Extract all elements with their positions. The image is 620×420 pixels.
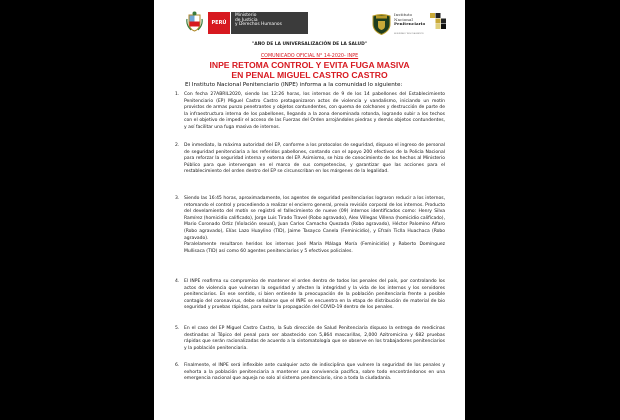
item-paragraph: Siendo las 16:45 horas, aproximadamente, los agentes de seguridad penitenciarios lograron reducir a los internos, retomando el control y procediendo a realizar el encierro general, previa revisión corporal de los internos. Producto del develamiento del motín se registró el fallecimiento de nueve (09) internos identificados como: Henry Silva Ramírez (homicidio calificado), Jorge Luis Tirado Travel (Robo agravado), Alex Villegas Villena (homicidio calificado), Mario Coronado Ortiz (Violación sexual), Juan Carlos Camacho Quezada (Robo agravado), Héctor Palomino Alfaro (Robo agravado), Elías Lazo Huaylino (TID), Jaime Tasayco Canela (Feminicidio), y Efraín Ticlla Huachaca (Robo agravado). bbox=[184, 196, 445, 241]
title-line: INPE RETOMA CONTROL Y EVITA FUGA MASIVA bbox=[209, 60, 410, 70]
ministry-line: de Justicia bbox=[235, 17, 258, 23]
inpe-squares-icon bbox=[430, 13, 446, 30]
communique-number: COMUNICADO OFICIAL N° 14-2020- INPE bbox=[260, 54, 359, 59]
year-slogan: "AÑO DE LA UNIVERSALIZACIÓN DE LA SALUD" bbox=[251, 42, 368, 47]
ministry-logo-block bbox=[231, 12, 308, 34]
ministry-line: y Derechos Humanos bbox=[235, 22, 282, 28]
item-number: 4. bbox=[175, 279, 180, 284]
inpe-logo-line: Instituto bbox=[394, 12, 413, 17]
ministry-line: Ministerio bbox=[235, 13, 257, 18]
item-paragraph: En el caso del EP Miguel Castro Castro, la Sub dirección de Salud Penitenciaria dispuso la entrega de medicinas destinadas al Tópico del penal para ser abastecido con 5,864 mascarillas, 2,000 Azitromicina y 682 pruebas rápidas que serán racionalizadas de acuerdo a la sintomatología que se observe en los trabajadores penitenciarios y la población penitenciaria. bbox=[184, 326, 445, 351]
inpe-logo-line: Nacional bbox=[394, 16, 413, 22]
peru-coat-of-arms-icon bbox=[186, 11, 203, 32]
inpe-logo-tagline: SEGURIDAD Y RESOCIALIZACIÓN bbox=[394, 33, 424, 35]
document-title bbox=[154, 61, 465, 80]
title-line: EN PENAL MIGUEL CASTRO CASTRO bbox=[231, 69, 388, 80]
list-item bbox=[175, 143, 445, 176]
item-number: 3. bbox=[175, 196, 180, 201]
list-item bbox=[175, 92, 445, 132]
list-item bbox=[175, 326, 445, 352]
item-paragraph: Con fecha 27ABRIL2020, siendo las 12:26 horas, los internos de 9 de los 14 pabellones del Establecimiento Penitenciario (EP) Miguel Castro Castro protagonizaron actos de violencia y vandalismo, iniciando un motín provistos de armas punzo penetrantes y objetos contundentes, con quema de colchones y destrucción de parte de la infraestructura interna de los pabellones, llegando a la zona denominada rotonda, logrando subir a los techos con el objetivo de impedir el acceso de las Fuerzas del Orden arrojándoles piedras y demás objetos contundentes, y así facilitar una fuga masiva de internos. bbox=[184, 92, 445, 130]
document-page bbox=[154, 0, 465, 420]
item-number: 5. bbox=[175, 326, 180, 331]
item-number: 6. bbox=[175, 363, 180, 368]
item-paragraph: El INPE reafirma su compromiso de mantener el orden dentro de todos los penales del país, por controlando los actos de violencia que vulneran la seguridad y afecten la integridad y la vida de los internos y los servidores penitenciarios. En ese sentido, si bien entiende la preocupación de la población penitenciaria frente a posible contagio del coronavirus, debe señalarse que el INPE se encuentra en la etapa de distribución de material de bio seguridad y pruebas rápidas, para evitar la propagación del COVID-19 dentro de los penales. bbox=[184, 279, 445, 311]
item-number: 2. bbox=[175, 143, 180, 148]
item-number: 1. bbox=[175, 92, 180, 97]
item-paragraph: De inmediato, la máxima autoridad del EP, conforme a los protocolos de seguridad, dispuso el ingreso de personal de seguridad penitenciaria a los referidos pabellones, contando con el apoyo 200 efectivos de la Policía Nacional para reforzar la seguridad interna y externa del EP. Asimismo, se hizo de conocimiento de los hechos al Ministerio Público para que intervengan en el marco de sus competencias, y garantizar que las acciones para el restablecimiento del orden dentro del EP se circunscriban en los márgenes de la legalidad. bbox=[184, 143, 445, 175]
peru-label: PERÚ bbox=[211, 20, 227, 26]
peru-brand-block bbox=[208, 12, 230, 34]
list-item bbox=[175, 279, 445, 312]
inpe-logo-text bbox=[394, 13, 425, 27]
list-item bbox=[175, 363, 445, 383]
item-paragraph: Paralelamente resultaron heridos los internos José María Málaga Moría (Feminicidio) y Roberto Domínguez Mullisaca (TID) así como 60 agentes penitenciarios y 5 efectivos policiales. bbox=[184, 242, 445, 254]
inpe-shield-icon bbox=[372, 13, 391, 35]
inpe-logo-line: Penitenciario bbox=[394, 21, 426, 27]
item-paragraph: Finalmente, el INPE será inflexible ante cualquier acto de indisciplina que vulnere la seguridad de los penales y exhorta a la población penitenciaria a mantener una convivencia pacífica, sobre todo encontrándonos en una emergencia nacional que aqueja no solo al sistema penitenciario, sino a toda la ciudadanía. bbox=[184, 363, 445, 382]
intro-text: El Instituto Nacional Penitenciario (INPE) informa a la comunidad lo siguiente: bbox=[185, 82, 403, 88]
list-item bbox=[175, 196, 445, 255]
